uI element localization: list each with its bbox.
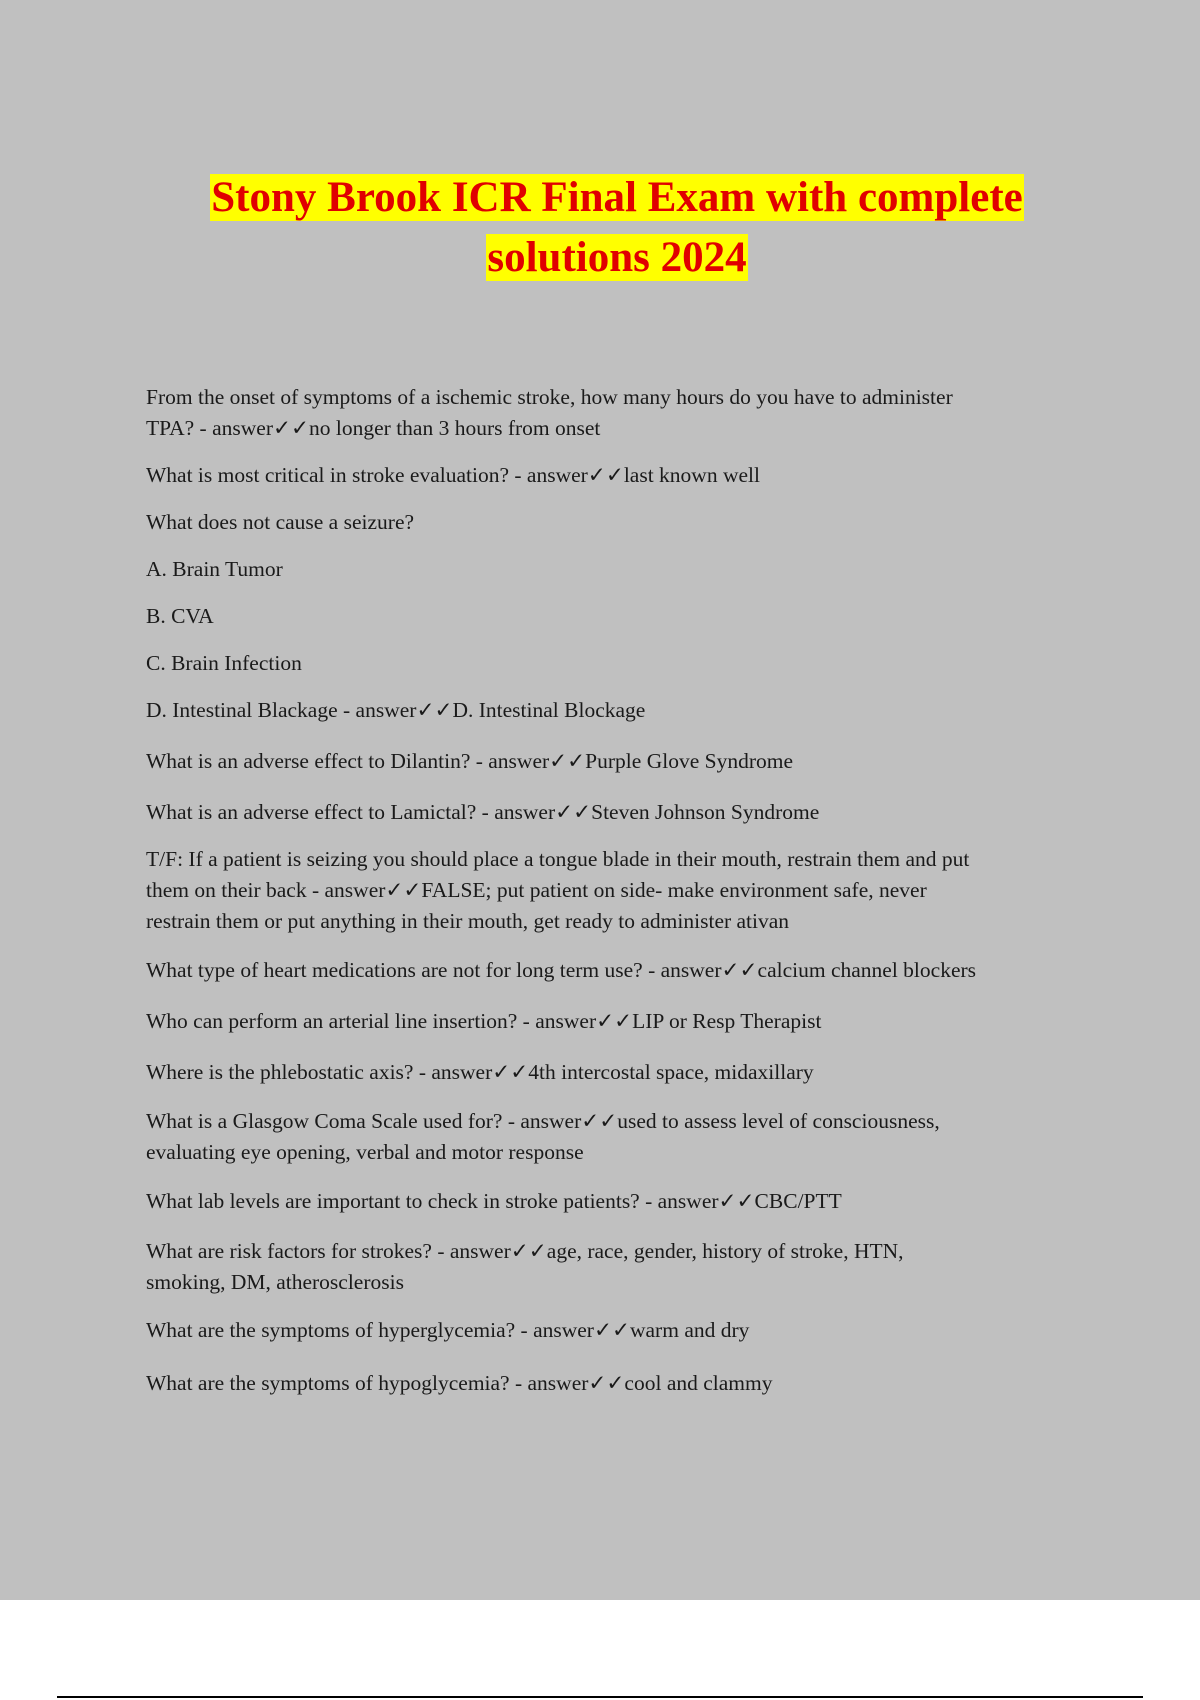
qa-item: What is an adverse effect to Dilantin? - answer✓✓Purple Glove Syndrome bbox=[146, 749, 793, 773]
answer-option: D. Intestinal Blackage - answer✓✓D. Intestinal Blockage bbox=[146, 698, 646, 722]
qa-list bbox=[146, 382, 1086, 1399]
qa-item: What type of heart medications are not for long term use? - answer✓✓calcium channel blockers bbox=[146, 958, 977, 982]
qa-item: What lab levels are important to check in stroke patients? - answer✓✓CBC/PTT bbox=[146, 1189, 842, 1213]
qa-item: What are the symptoms of hyperglycemia? - answer✓✓warm and dry bbox=[146, 1318, 750, 1342]
qa-item: What is most critical in stroke evaluation? - answer✓✓last known well bbox=[146, 463, 760, 487]
answer-option: B. CVA bbox=[146, 604, 214, 628]
title-line-2: solutions 2024 bbox=[487, 234, 747, 281]
qa-item: T/F: If a patient is seizing you should place a tongue blade in their mouth, restrain them and put them on their back - answer✓✓FALSE; put patient on side- make environment safe, never restrain them or put anything in their mouth, get ready to administer ativan bbox=[146, 847, 970, 933]
qa-item: What does not cause a seizure? bbox=[146, 510, 415, 534]
title-line-1: Stony Brook ICR Final Exam with complete bbox=[211, 174, 1023, 221]
qa-item: Who can perform an arterial line insertion? - answer✓✓LIP or Resp Therapist bbox=[146, 1009, 822, 1033]
qa-item: What is a Glasgow Coma Scale used for? - answer✓✓used to assess level of consciousness, evaluating eye opening, verbal and motor response bbox=[146, 1109, 940, 1164]
qa-item: Where is the phlebostatic axis? - answer✓✓4th intercostal space, midaxillary bbox=[146, 1060, 814, 1084]
answer-option: A. Brain Tumor bbox=[146, 557, 283, 581]
qa-item: From the onset of symptoms of a ischemic stroke, how many hours do you have to administer TPA? - answer✓✓no longer than 3 hours from onset bbox=[146, 385, 953, 440]
qa-item: What are risk factors for strokes? - answer✓✓age, race, gender, history of stroke, HTN, smoking, DM, atherosclerosis bbox=[146, 1239, 904, 1294]
answer-option: C. Brain Infection bbox=[146, 651, 302, 675]
qa-item: What is an adverse effect to Lamictal? - answer✓✓Steven Johnson Syndrome bbox=[146, 800, 820, 824]
qa-item: What are the symptoms of hypoglycemia? - answer✓✓cool and clammy bbox=[146, 1371, 773, 1395]
footer-divider bbox=[57, 1696, 1143, 1698]
document-title bbox=[0, 168, 1200, 288]
